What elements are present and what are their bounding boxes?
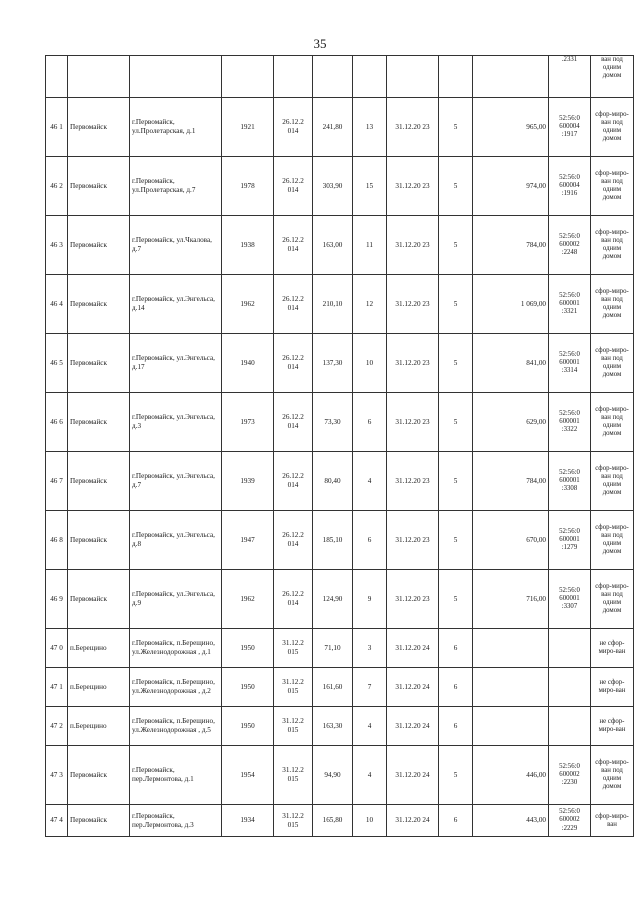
cell-area: 303,90 xyxy=(313,157,353,216)
cell-plan-date: 31.12.20 24 xyxy=(387,668,439,707)
cell-plan-date: 31.12.20 23 xyxy=(387,98,439,157)
cell-cadastral: 52:56:0 600001 :3308 xyxy=(549,452,591,511)
housing-register-table xyxy=(45,55,634,837)
cell-cadastral: 52:56:0 600001 :3314 xyxy=(549,334,591,393)
table-row xyxy=(46,216,634,275)
cell-cadastral: 52:56:0 600001 :3322 xyxy=(549,393,591,452)
cell-plan-date: 31.12.20 24 xyxy=(387,746,439,805)
cell-area: 94,90 xyxy=(313,746,353,805)
cell-locality: Первомайск xyxy=(68,98,130,157)
cell-residents: 15 xyxy=(353,157,387,216)
cell-survey-date: 26.12.2 014 xyxy=(274,334,313,393)
cell-residents xyxy=(353,56,387,98)
cell-year: 1947 xyxy=(222,511,274,570)
cell-area xyxy=(313,56,353,98)
cell-locality: Первомайск xyxy=(68,805,130,837)
table-row xyxy=(46,452,634,511)
cell-cost: 841,00 xyxy=(473,334,549,393)
cell-land-status: сфор-миро-ван под одним домом xyxy=(591,570,634,629)
cell-address: г.Первомайск, ул.Энгельса, д.7 xyxy=(130,452,222,511)
cell-address: г.Первомайск, ул.Энгельса, д.8 xyxy=(130,511,222,570)
cell-cost xyxy=(473,707,549,746)
cell-plan-date: 31.12.20 23 xyxy=(387,511,439,570)
cell-number: 46 5 xyxy=(46,334,68,393)
cell-number: 47 3 xyxy=(46,746,68,805)
cell-residents: 11 xyxy=(353,216,387,275)
cell-group: 5 xyxy=(439,452,473,511)
cell-year: 1962 xyxy=(222,570,274,629)
cell-survey-date: 26.12.2 014 xyxy=(274,98,313,157)
cell-area: 210,10 xyxy=(313,275,353,334)
cell-address: г.Первомайск, ул.Энгельса, д.17 xyxy=(130,334,222,393)
cell-number: 46 6 xyxy=(46,393,68,452)
cell-cadastral xyxy=(549,668,591,707)
cell-survey-date: 26.12.2 014 xyxy=(274,452,313,511)
table-row xyxy=(46,805,634,837)
cell-residents: 4 xyxy=(353,452,387,511)
table-row xyxy=(46,56,634,98)
cell-group: 6 xyxy=(439,629,473,668)
table-body xyxy=(46,56,634,837)
cell-year xyxy=(222,56,274,98)
cell-residents: 7 xyxy=(353,668,387,707)
cell-address: г.Первомайск, ул.Пролетарская, д.7 xyxy=(130,157,222,216)
cell-residents: 9 xyxy=(353,570,387,629)
cell-cadastral xyxy=(549,629,591,668)
cell-area: 80,40 xyxy=(313,452,353,511)
cell-cadastral: 52:56:0 600002 :2229 xyxy=(549,805,591,837)
cell-survey-date: 31.12.2 015 xyxy=(274,805,313,837)
cell-address: г.Первомайск, п.Берещино, ул.Железнодорожная , д.1 xyxy=(130,629,222,668)
cell-locality: Первомайск xyxy=(68,275,130,334)
cell-plan-date: 31.12.20 23 xyxy=(387,393,439,452)
cell-cadastral: 52:56:0 600002 :2230 xyxy=(549,746,591,805)
cell-plan-date: 31.12.20 23 xyxy=(387,216,439,275)
cell-plan-date: 31.12.20 23 xyxy=(387,452,439,511)
cell-survey-date: 26.12.2 014 xyxy=(274,157,313,216)
cell-address: г.Первомайск, ул.Пролетарская, д.1 xyxy=(130,98,222,157)
cell-cost: 974,00 xyxy=(473,157,549,216)
cell-group: 5 xyxy=(439,157,473,216)
cell-cost: 965,00 xyxy=(473,98,549,157)
cell-number: 46 9 xyxy=(46,570,68,629)
cell-address: г.Первомайск, пер.Лермонтова, д.1 xyxy=(130,746,222,805)
cell-year: 1939 xyxy=(222,452,274,511)
cell-cadastral: 52:56:0 600001 :3307 xyxy=(549,570,591,629)
cell-group: 5 xyxy=(439,393,473,452)
cell-area: 163,30 xyxy=(313,707,353,746)
cell-number: 46 8 xyxy=(46,511,68,570)
cell-land-status: сфор-миро-ван под одним домом xyxy=(591,511,634,570)
cell-year: 1921 xyxy=(222,98,274,157)
cell-group: 5 xyxy=(439,570,473,629)
cell-survey-date: 31.12.2 015 xyxy=(274,668,313,707)
cell-survey-date: 26.12.2 014 xyxy=(274,511,313,570)
table-row xyxy=(46,275,634,334)
cell-plan-date: 31.12.20 24 xyxy=(387,629,439,668)
cell-plan-date: 31.12.20 24 xyxy=(387,805,439,837)
cell-locality: Первомайск xyxy=(68,157,130,216)
cell-cadastral: 52:56:0 600004 :1916 xyxy=(549,157,591,216)
cell-survey-date xyxy=(274,56,313,98)
cell-cadastral: 52:56:0 600001 :1279 xyxy=(549,511,591,570)
cell-group: 5 xyxy=(439,746,473,805)
cell-number: 47 0 xyxy=(46,629,68,668)
cell-survey-date: 31.12.2 015 xyxy=(274,746,313,805)
cell-residents: 6 xyxy=(353,511,387,570)
table-row xyxy=(46,98,634,157)
cell-locality: Первомайск xyxy=(68,334,130,393)
cell-cadastral xyxy=(549,707,591,746)
cell-area: 137,30 xyxy=(313,334,353,393)
cell-locality xyxy=(68,56,130,98)
cell-locality: п.Берещино xyxy=(68,629,130,668)
cell-plan-date: 31.12.20 23 xyxy=(387,275,439,334)
cell-cost: 1 069,00 xyxy=(473,275,549,334)
cell-group: 5 xyxy=(439,275,473,334)
cell-cadastral: 52:56:0 600002 :2248 xyxy=(549,216,591,275)
cell-cost: 446,00 xyxy=(473,746,549,805)
cell-cost: 784,00 xyxy=(473,216,549,275)
cell-address: г.Первомайск, п.Берещино, ул.Железнодорожная , д.5 xyxy=(130,707,222,746)
cell-group xyxy=(439,56,473,98)
cell-survey-date: 31.12.2 015 xyxy=(274,707,313,746)
cell-land-status: сфор-миро-ван под одним домом xyxy=(591,98,634,157)
cell-number: 47 1 xyxy=(46,668,68,707)
cell-locality: Первомайск xyxy=(68,216,130,275)
cell-cost xyxy=(473,56,549,98)
cell-area: 165,80 xyxy=(313,805,353,837)
cell-group: 6 xyxy=(439,707,473,746)
cell-locality: Первомайск xyxy=(68,746,130,805)
cell-residents: 4 xyxy=(353,707,387,746)
cell-year: 1934 xyxy=(222,805,274,837)
cell-year: 1950 xyxy=(222,629,274,668)
cell-cost: 670,00 xyxy=(473,511,549,570)
cell-year: 1973 xyxy=(222,393,274,452)
cell-address: г.Первомайск, ул.Энгельса, д.14 xyxy=(130,275,222,334)
cell-number: 46 3 xyxy=(46,216,68,275)
cell-number xyxy=(46,56,68,98)
cell-plan-date: 31.12.20 24 xyxy=(387,707,439,746)
cell-residents: 10 xyxy=(353,334,387,393)
cell-year: 1940 xyxy=(222,334,274,393)
cell-land-status: сфор-миро-ван под одним домом xyxy=(591,275,634,334)
cell-locality: п.Берещино xyxy=(68,668,130,707)
cell-area: 163,00 xyxy=(313,216,353,275)
cell-land-status: не сфор-миро-ван xyxy=(591,668,634,707)
cell-land-status: сфор-миро-ван под одним домом xyxy=(591,216,634,275)
cell-residents: 10 xyxy=(353,805,387,837)
cell-group: 5 xyxy=(439,216,473,275)
cell-cadastral: 52:56:0 600004 :1917 xyxy=(549,98,591,157)
cell-plan-date xyxy=(387,56,439,98)
cell-address: г.Первомайск, ул.Чкалова, д.7 xyxy=(130,216,222,275)
cell-number: 46 2 xyxy=(46,157,68,216)
cell-land-status: не сфор-миро-ван xyxy=(591,629,634,668)
cell-survey-date: 26.12.2 014 xyxy=(274,570,313,629)
cell-land-status: сфор-миро-ван под одним домом xyxy=(591,334,634,393)
cell-cadastral: 52:56:0 600001 :3321 xyxy=(549,275,591,334)
cell-locality: Первомайск xyxy=(68,570,130,629)
cell-cost: 716,00 xyxy=(473,570,549,629)
cell-residents: 3 xyxy=(353,629,387,668)
cell-locality: Первомайск xyxy=(68,393,130,452)
cell-year: 1950 xyxy=(222,668,274,707)
cell-address: г.Первомайск, ул.Энгельса, д.3 xyxy=(130,393,222,452)
cell-number: 46 7 xyxy=(46,452,68,511)
table-row xyxy=(46,334,634,393)
cell-plan-date: 31.12.20 23 xyxy=(387,157,439,216)
cell-cost: 443,00 xyxy=(473,805,549,837)
table-row xyxy=(46,511,634,570)
cell-number: 47 4 xyxy=(46,805,68,837)
cell-cost xyxy=(473,668,549,707)
cell-plan-date: 31.12.20 23 xyxy=(387,570,439,629)
cell-land-status: сфор-миро-ван под одним домом xyxy=(591,157,634,216)
cell-group: 6 xyxy=(439,805,473,837)
cell-area: 185,10 xyxy=(313,511,353,570)
cell-number: 46 4 xyxy=(46,275,68,334)
cell-cost: 784,00 xyxy=(473,452,549,511)
cell-area: 161,60 xyxy=(313,668,353,707)
cell-address: г.Первомайск, пер.Лермонтова, д.3 xyxy=(130,805,222,837)
cell-survey-date: 31.12.2 015 xyxy=(274,629,313,668)
cell-land-status: сфор-миро-ван xyxy=(591,805,634,837)
cell-address xyxy=(130,56,222,98)
table-row xyxy=(46,570,634,629)
cell-year: 1954 xyxy=(222,746,274,805)
cell-land-status: сфор-миро-ван под одним домом xyxy=(591,393,634,452)
cell-year: 1950 xyxy=(222,707,274,746)
table-row xyxy=(46,629,634,668)
cell-survey-date: 26.12.2 014 xyxy=(274,275,313,334)
cell-cost xyxy=(473,629,549,668)
cell-number: 47 2 xyxy=(46,707,68,746)
cell-cost: 629,00 xyxy=(473,393,549,452)
cell-year: 1962 xyxy=(222,275,274,334)
cell-area: 241,80 xyxy=(313,98,353,157)
table-row xyxy=(46,707,634,746)
cell-area: 124,90 xyxy=(313,570,353,629)
cell-survey-date: 26.12.2 014 xyxy=(274,393,313,452)
cell-group: 5 xyxy=(439,511,473,570)
cell-address: г.Первомайск, п.Берещино, ул.Железнодорожная , д.2 xyxy=(130,668,222,707)
cell-residents: 6 xyxy=(353,393,387,452)
cell-residents: 12 xyxy=(353,275,387,334)
cell-cadastral: .2331 xyxy=(549,56,591,98)
cell-locality: п.Берещино xyxy=(68,707,130,746)
cell-land-status: не сфор-миро-ван xyxy=(591,707,634,746)
cell-area: 73,30 xyxy=(313,393,353,452)
cell-locality: Первомайск xyxy=(68,452,130,511)
cell-plan-date: 31.12.20 23 xyxy=(387,334,439,393)
cell-land-status: сфор-миро-ван под одним домом xyxy=(591,746,634,805)
page-number: 35 xyxy=(313,36,327,51)
cell-land-status: ван под одним домом xyxy=(591,56,634,98)
cell-residents: 4 xyxy=(353,746,387,805)
cell-number: 46 1 xyxy=(46,98,68,157)
cell-land-status: сфор-миро-ван под одним домом xyxy=(591,452,634,511)
cell-survey-date: 26.12.2 014 xyxy=(274,216,313,275)
cell-year: 1938 xyxy=(222,216,274,275)
cell-address: г.Первомайск, ул.Энгельса, д.9 xyxy=(130,570,222,629)
cell-area: 71,10 xyxy=(313,629,353,668)
cell-group: 6 xyxy=(439,668,473,707)
cell-group: 5 xyxy=(439,334,473,393)
cell-locality: Первомайск xyxy=(68,511,130,570)
table-row xyxy=(46,668,634,707)
cell-residents: 13 xyxy=(353,98,387,157)
table-row xyxy=(46,393,634,452)
table-row xyxy=(46,157,634,216)
table-row xyxy=(46,746,634,805)
cell-group: 5 xyxy=(439,98,473,157)
cell-year: 1978 xyxy=(222,157,274,216)
